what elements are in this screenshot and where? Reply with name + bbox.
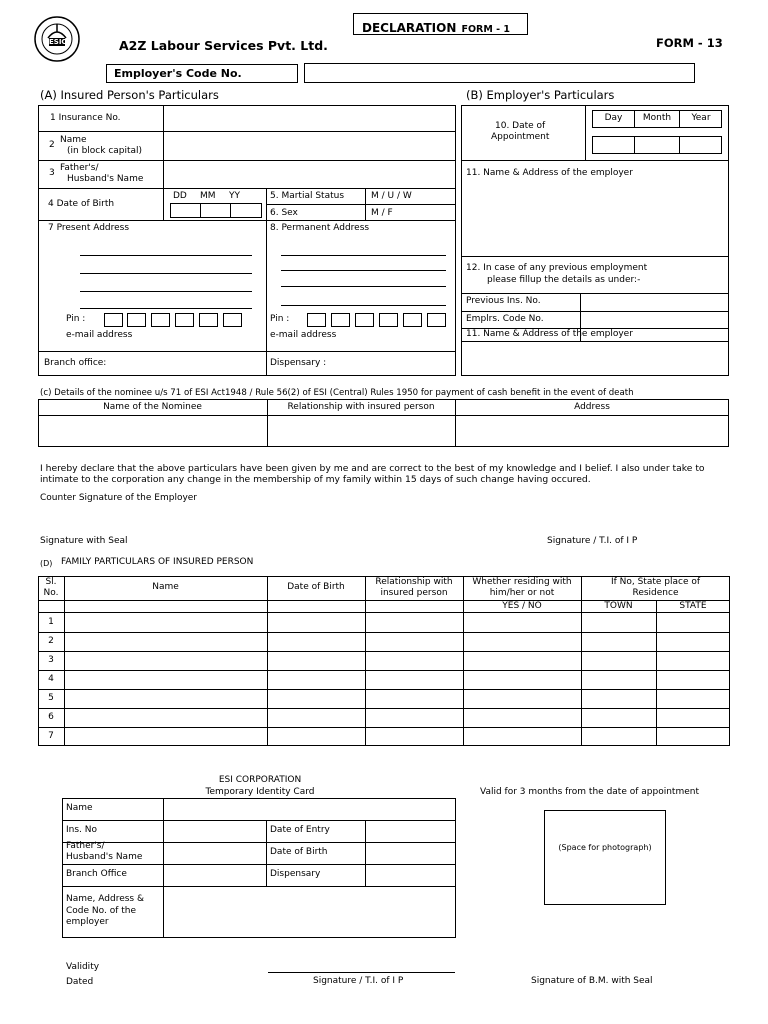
card-name-label: Name bbox=[66, 803, 93, 813]
card-father-husband-input[interactable] bbox=[165, 844, 265, 863]
emplrs-code-input[interactable] bbox=[582, 313, 727, 327]
permanent-address-line[interactable] bbox=[281, 270, 446, 271]
family-row-number: 7 bbox=[48, 731, 54, 741]
esic-logo bbox=[34, 16, 80, 62]
permanent-pin-box[interactable] bbox=[379, 313, 398, 327]
card-employer-label-3: employer bbox=[66, 917, 109, 927]
emplrs-code-label: Emplrs. Code No. bbox=[466, 314, 544, 324]
present-pin-box[interactable] bbox=[104, 313, 123, 327]
nominee-title: (c) Details of the nominee u/s 71 of ESI Act1948 / Rule 56(2) of ESI (Central) Rules 1950 for payment of cash benefit in the event of death bbox=[40, 388, 634, 398]
photo-placeholder-text: (Space for photograph) bbox=[558, 843, 652, 852]
family-row-number: 6 bbox=[48, 712, 54, 722]
name-label: Name bbox=[60, 135, 87, 145]
photo-box[interactable] bbox=[544, 810, 666, 905]
family-row-number: 3 bbox=[48, 655, 54, 665]
card-ins-no-input[interactable] bbox=[165, 822, 265, 841]
company-name: A2Z Labour Services Pvt. Ltd. bbox=[119, 38, 328, 53]
signature-with-seal-label: Signature with Seal bbox=[40, 536, 128, 546]
card-employer-label-2: Code No. of the bbox=[66, 906, 137, 916]
day-label: Day bbox=[604, 113, 623, 123]
dob-mm: MM bbox=[200, 191, 216, 201]
present-email-label: e-mail address bbox=[66, 330, 133, 340]
signature-tip-label: Signature / T.I. of I P bbox=[547, 536, 638, 546]
dated-label: Dated bbox=[66, 977, 94, 987]
father-husband-input[interactable] bbox=[165, 162, 454, 187]
name-header: Name bbox=[152, 582, 179, 592]
permanent-pin-box[interactable] bbox=[355, 313, 374, 327]
card-date-of-entry-label: Date of Entry bbox=[270, 825, 330, 835]
employer-code-input[interactable] bbox=[304, 63, 695, 83]
sex-label: 6. Sex bbox=[270, 208, 298, 218]
dispensary-label: Dispensary : bbox=[270, 358, 327, 368]
name-input[interactable] bbox=[165, 133, 454, 159]
esi-corporation-title: ESI CORPORATION bbox=[218, 775, 302, 785]
appointment-date-input[interactable] bbox=[592, 136, 722, 154]
card-dob-label: Date of Birth bbox=[270, 847, 328, 857]
permanent-email-label: e-mail address bbox=[270, 330, 337, 340]
father-label-number: 3 bbox=[49, 168, 55, 178]
appointment-date-label-2: Appointment bbox=[491, 132, 550, 142]
declaration-title-box bbox=[353, 13, 528, 35]
permanent-address-line[interactable] bbox=[281, 286, 446, 287]
nominee-name-input[interactable] bbox=[40, 417, 266, 445]
validity-note: Valid for 3 months from the date of appointment bbox=[480, 787, 699, 797]
card-branch-office-label: Branch Office bbox=[66, 869, 127, 879]
card-employer-label: Name, Address & bbox=[66, 894, 144, 904]
state-place-header: If No, State place of bbox=[610, 577, 701, 587]
previous-ins-no-label: Previous Ins. No. bbox=[466, 296, 541, 306]
relationship-header: Relationship with bbox=[375, 577, 453, 587]
nominee-address-header: Address bbox=[574, 402, 610, 412]
state-header: STATE bbox=[679, 601, 707, 611]
logo-text: ESIC bbox=[49, 38, 67, 46]
permanent-address-label: 8. Permanent Address bbox=[270, 223, 370, 233]
card-husband-label: Husband's Name bbox=[66, 852, 143, 862]
present-pin-box[interactable] bbox=[223, 313, 242, 327]
card-employer-input[interactable] bbox=[165, 888, 454, 936]
signature-line[interactable] bbox=[268, 972, 455, 973]
sl-header: Sl. bbox=[45, 577, 57, 587]
nominee-relationship-input[interactable] bbox=[269, 417, 454, 445]
permanent-pin-label: Pin : bbox=[270, 314, 290, 324]
prev-employer-name-address-label: 11. Name & Address of the employer bbox=[466, 329, 633, 339]
permanent-pin-box[interactable] bbox=[427, 313, 446, 327]
relationship-header-2: insured person bbox=[380, 588, 448, 598]
temporary-id-card-title: Temporary Identity Card bbox=[205, 787, 315, 797]
form-number: FORM - 13 bbox=[656, 36, 723, 50]
town-header: TOWN bbox=[604, 601, 633, 611]
branch-office-label: Branch office: bbox=[44, 358, 107, 368]
present-address-line[interactable] bbox=[80, 255, 252, 256]
employer-name-address-input[interactable] bbox=[463, 180, 727, 254]
section-a-title: (A) Insured Person's Particulars bbox=[40, 88, 219, 102]
husband-label: Husband's Name bbox=[67, 174, 144, 184]
nominee-name-header: Name of the Nominee bbox=[103, 402, 202, 412]
card-dob-input[interactable] bbox=[367, 844, 454, 863]
dob-dd: DD bbox=[173, 191, 187, 201]
section-b-title: (B) Employer's Particulars bbox=[466, 88, 615, 102]
permanent-address-line[interactable] bbox=[281, 305, 446, 306]
appointment-date-label: 10. Date of bbox=[495, 121, 546, 131]
previous-employment-hint: please fillup the details as under:- bbox=[487, 275, 641, 285]
present-pin-box[interactable] bbox=[175, 313, 194, 327]
card-dispensary-input[interactable] bbox=[367, 866, 454, 885]
card-signature-tip-label: Signature / T.I. of I P bbox=[313, 976, 404, 986]
present-pin-box[interactable] bbox=[199, 313, 218, 327]
nominee-address-input[interactable] bbox=[457, 417, 727, 445]
employer-code-label-box bbox=[106, 64, 298, 83]
present-address-line[interactable] bbox=[80, 273, 252, 274]
family-row-number: 5 bbox=[48, 693, 54, 703]
family-section-marker: (D) bbox=[40, 559, 53, 568]
family-row-number: 2 bbox=[48, 636, 54, 646]
month-label: Month bbox=[642, 113, 672, 123]
family-row-number: 1 bbox=[48, 617, 54, 627]
present-pin-label: Pin : bbox=[66, 314, 86, 324]
nominee-relationship-header: Relationship with insured person bbox=[287, 402, 435, 412]
permanent-pin-box[interactable] bbox=[307, 313, 326, 327]
previous-employment-label: 12. In case of any previous employment bbox=[466, 263, 648, 273]
card-branch-office-input[interactable] bbox=[165, 866, 265, 885]
present-address-label: 7 Present Address bbox=[48, 223, 130, 233]
employer-name-address-label: 11. Name & Address of the employer bbox=[466, 168, 633, 178]
family-section-title: FAMILY PARTICULARS OF INSURED PERSON bbox=[61, 557, 254, 567]
dob-yy: YY bbox=[229, 191, 240, 201]
present-pin-box[interactable] bbox=[127, 313, 146, 327]
residing-header-2: him/her or not bbox=[489, 588, 555, 598]
previous-ins-no-input[interactable] bbox=[582, 295, 727, 310]
present-pin-box[interactable] bbox=[151, 313, 170, 327]
permanent-address-line[interactable] bbox=[281, 255, 446, 256]
card-ins-no-label: Ins. No bbox=[66, 825, 98, 835]
dob-input[interactable] bbox=[170, 203, 262, 218]
counter-signature-label: Counter Signature of the Employer bbox=[40, 493, 198, 503]
prev-employer-name-address-input[interactable] bbox=[463, 343, 727, 374]
yes-no-header: YES / NO bbox=[502, 601, 542, 611]
insurance-no-label: 1 Insurance No. bbox=[50, 113, 121, 123]
present-address-line[interactable] bbox=[80, 291, 252, 292]
year-label: Year bbox=[691, 113, 711, 123]
sl-header-2: No. bbox=[43, 588, 59, 598]
name-label-hint: (in block capital) bbox=[67, 146, 143, 156]
card-father-label: Father's/ bbox=[66, 841, 105, 851]
validity-label: Validity bbox=[66, 962, 100, 972]
employer-code-label: Employer's Code No. bbox=[114, 67, 242, 80]
marital-status-options[interactable]: M / U / W bbox=[371, 191, 412, 201]
card-dispensary-label: Dispensary bbox=[270, 869, 321, 879]
insurance-no-input[interactable] bbox=[165, 107, 454, 130]
declaration-line-2: intimate to the corporation any change in the membership of my family within 15 days of such change having occured. bbox=[40, 474, 591, 485]
declaration-line-1: I hereby declare that the above particulars have been given by me and are correct to the best of my knowledge and I belief. I also under take to bbox=[40, 463, 705, 474]
signature-bm-label: Signature of B.M. with Seal bbox=[531, 976, 653, 986]
father-label: Father's/ bbox=[60, 163, 99, 173]
card-date-of-entry-input[interactable] bbox=[367, 822, 454, 841]
permanent-pin-box[interactable] bbox=[331, 313, 350, 327]
state-place-header-2: Residence bbox=[632, 588, 679, 598]
present-address-line[interactable] bbox=[80, 308, 252, 309]
name-label-number: 2 bbox=[49, 140, 55, 150]
dob-header: Date of Birth bbox=[287, 582, 345, 592]
family-row-number: 4 bbox=[48, 674, 54, 684]
residing-header: Whether residing with bbox=[472, 577, 572, 587]
permanent-pin-box[interactable] bbox=[403, 313, 422, 327]
marital-status-label: 5. Martial Status bbox=[270, 191, 345, 201]
sex-options[interactable]: M / F bbox=[371, 208, 393, 218]
card-name-input[interactable] bbox=[165, 800, 454, 819]
dob-label: 4 Date of Birth bbox=[48, 199, 115, 209]
declaration-title: DECLARATION FORM - 1 bbox=[362, 21, 510, 35]
